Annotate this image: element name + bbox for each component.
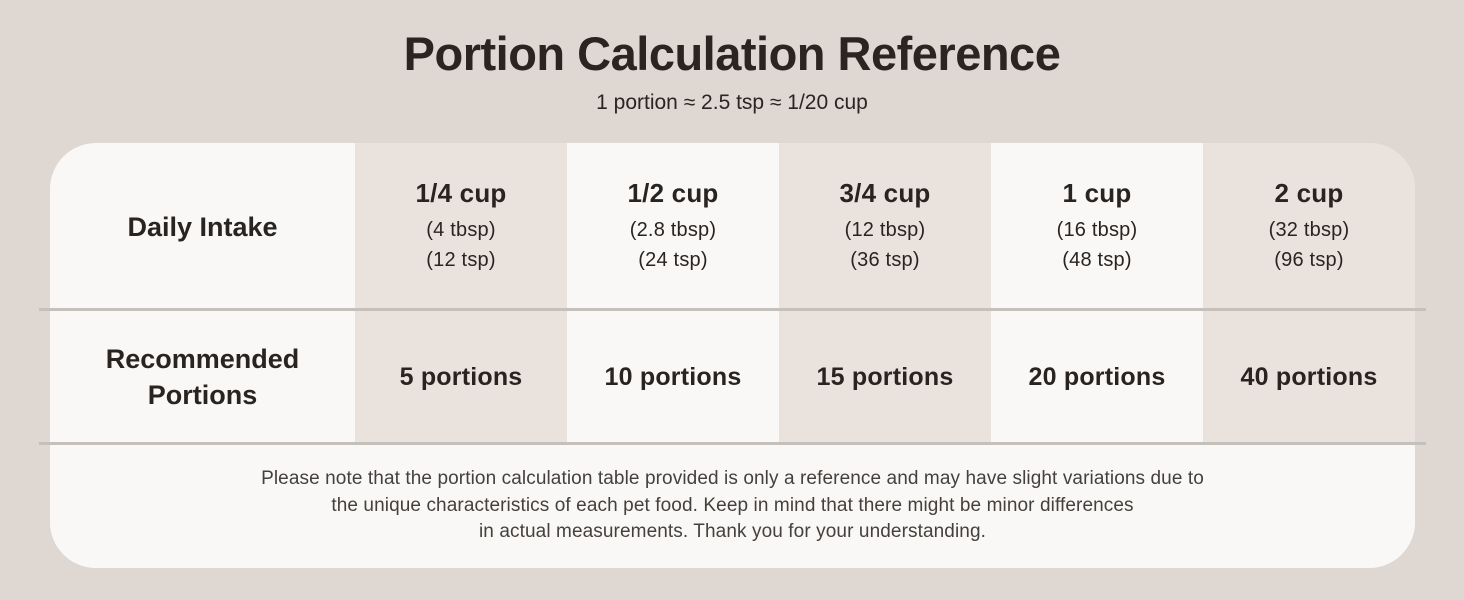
intake-cell [567,143,779,310]
tsp-amount: (24 tsp) [638,249,708,271]
recommended-portions-label: Recommended Portions [105,344,300,410]
cup-amount: 1/4 cup [415,178,507,208]
footer-note-line: in actual measurements. Thank you for your understanding. [478,521,987,543]
intake-cell [991,143,1203,310]
portions-value: 5 portions [399,362,523,391]
tbsp-amount: (16 tbsp) [1056,219,1138,241]
portion-table-wrap [50,143,1415,568]
portions-cell [355,310,567,444]
portions-cell [567,310,779,444]
daily-intake-label: Daily Intake [127,211,278,242]
footer-note-line: Please note that the portion calculation table provided is only a reference and may have slight variations due to [261,468,1204,490]
tsp-amount: (12 tsp) [426,249,496,271]
tsp-amount: (96 tsp) [1274,249,1344,271]
intake-cell [779,143,991,310]
daily-intake-label-cell [50,143,355,310]
cup-amount: 1 cup [1062,178,1132,208]
cup-amount: 1/2 cup [627,178,719,208]
portions-cell [779,310,991,444]
tbsp-amount: (12 tbsp) [844,219,926,241]
tbsp-amount: (32 tbsp) [1268,219,1350,241]
portion-table [50,143,1415,568]
intake-cell [1203,143,1415,310]
footer-note [50,444,1415,568]
page-subtitle: 1 portion ≈ 2.5 tsp ≈ 1/20 cup [596,91,868,114]
page-title: Portion Calculation Reference [403,27,1061,80]
recommended-portions-label-cell [50,310,355,444]
portions-value: 40 portions [1240,362,1378,391]
portions-cell [1203,310,1415,444]
cup-amount: 3/4 cup [839,178,931,208]
portions-cell [991,310,1203,444]
footer-note-line: the unique characteristics of each pet food. Keep in mind that there might be minor differences [331,494,1134,516]
tbsp-amount: (4 tbsp) [426,219,496,241]
portions-value: 20 portions [1028,362,1166,391]
portions-value: 15 portions [816,362,954,391]
tsp-amount: (48 tsp) [1062,249,1132,271]
tsp-amount: (36 tsp) [850,249,920,271]
tbsp-amount: (2.8 tbsp) [629,219,717,241]
intake-cell [355,143,567,310]
cup-amount: 2 cup [1274,178,1344,208]
portions-value: 10 portions [604,362,742,391]
